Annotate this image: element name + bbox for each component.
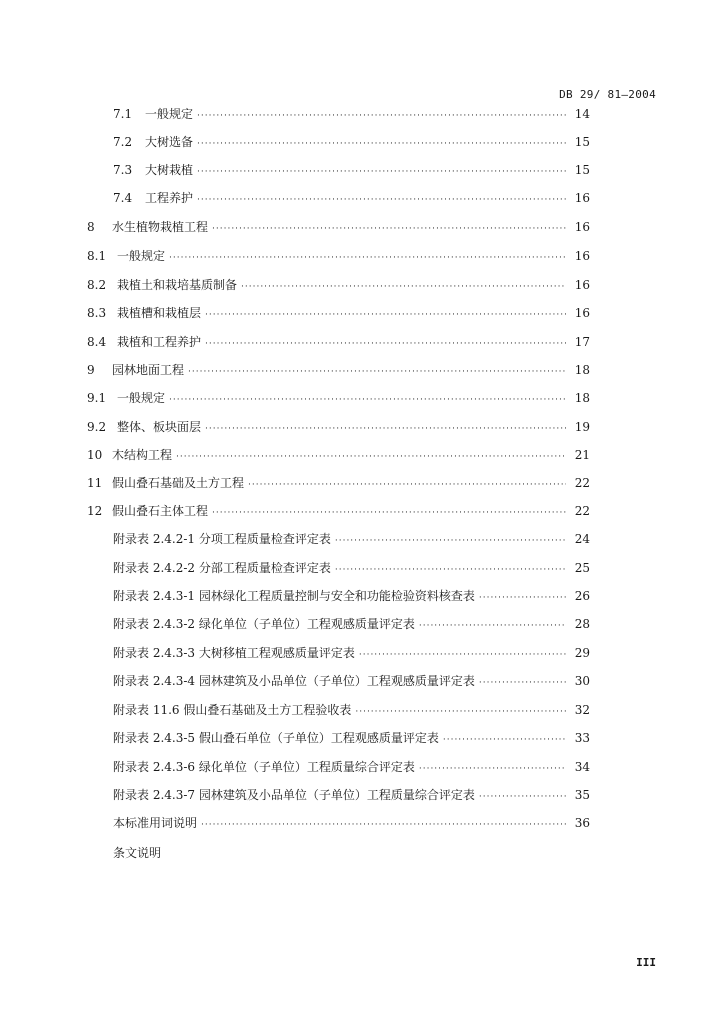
toc-entry-page: 36 — [574, 816, 590, 830]
toc-entry-number: 8.4 — [87, 335, 107, 349]
toc-entry-title: 一般规定 — [117, 391, 166, 405]
toc-entry-title: 附录表 2.4.3-4 园林建筑及小品单位（子单位）工程观感质量评定表 — [113, 674, 475, 688]
toc-entry-title: 整体、板块面层 — [117, 420, 202, 434]
toc-entry[interactable] — [113, 162, 590, 180]
toc-leader-dots — [248, 477, 566, 493]
toc-entry-page: 22 — [574, 476, 590, 490]
toc-entry[interactable] — [113, 560, 590, 578]
toc-entry-title: 假山叠石基础及土方工程 — [112, 476, 245, 490]
toc-entry-number: 11 — [87, 476, 103, 490]
toc-leader-dots — [479, 675, 566, 691]
toc-leader-dots — [419, 618, 566, 634]
toc-entry-number: 9 — [87, 363, 95, 377]
toc-entry-number: 12 — [87, 504, 103, 518]
toc-entry-page: 18 — [574, 391, 590, 405]
page-number: III — [636, 956, 656, 969]
toc-entry-title: 附录表 2.4.3-1 园林绿化工程质量控制与安全和功能检验资料核查表 — [113, 589, 475, 603]
toc-entry-page: 16 — [574, 249, 590, 263]
toc-entry-number: 10 — [87, 448, 103, 462]
toc-entry-title: 假山叠石主体工程 — [112, 504, 209, 518]
toc-entry-title: 大树栽植 — [145, 163, 194, 177]
toc-entry-page: 16 — [574, 306, 590, 320]
toc-entry-number: 8 — [87, 220, 95, 234]
toc-entry[interactable] — [113, 673, 590, 691]
toc-entry-title: 园林地面工程 — [112, 363, 185, 377]
toc-leader-dots — [443, 732, 566, 748]
toc-entry-number: 8.2 — [87, 278, 107, 292]
standard-code: DB 29/ 81—2004 — [559, 88, 656, 101]
toc-leader-dots — [212, 505, 566, 521]
toc-entry[interactable] — [87, 277, 590, 295]
toc-entry-number: 9.2 — [87, 420, 107, 434]
toc-entry-page: 16 — [574, 220, 590, 234]
toc-entry-number: 7.1 — [113, 107, 133, 121]
toc-leader-dots — [169, 392, 566, 408]
toc-entry-page: 24 — [574, 532, 590, 546]
toc-entry-page: 16 — [574, 278, 590, 292]
toc-entry-title: 附录表 2.4.3-6 绿化单位（子单位）工程质量综合评定表 — [113, 760, 415, 774]
toc-entry-title: 附录表 2.4.3-5 假山叠石单位（子单位）工程观感质量评定表 — [113, 731, 439, 745]
toc-entry-number: 7.3 — [113, 163, 133, 177]
toc-entry-title: 大树选备 — [145, 135, 194, 149]
toc-entry-page: 28 — [574, 617, 590, 631]
toc-entry[interactable] — [113, 190, 590, 208]
toc-leader-dots — [205, 421, 566, 437]
toc-leader-dots — [169, 250, 566, 266]
toc-entry-title: 条文说明 — [113, 846, 162, 860]
toc-entry-page: 16 — [574, 191, 590, 205]
toc-leader-dots — [479, 789, 566, 805]
toc-leader-dots — [241, 279, 566, 295]
toc-entry-page: 17 — [574, 335, 590, 349]
toc-entry-title: 附录表 2.4.2-1 分项工程质量检查评定表 — [113, 532, 331, 546]
toc-entry-title: 附录表 2.4.3-7 园林建筑及小品单位（子单位）工程质量综合评定表 — [113, 788, 475, 802]
toc-leader-dots — [355, 704, 566, 720]
toc-leader-dots — [188, 364, 566, 380]
toc-leader-dots — [335, 533, 566, 549]
toc-entry-page: 33 — [574, 731, 590, 745]
toc-entry[interactable] — [113, 815, 590, 833]
toc-leader-dots — [359, 647, 566, 663]
toc-entry[interactable] — [87, 503, 590, 521]
toc-entry-title: 木结构工程 — [112, 448, 173, 462]
toc-entry-title: 附录表 11.6 假山叠石基础及土方工程验收表 — [113, 703, 352, 717]
toc-entry[interactable] — [113, 759, 590, 777]
toc-leader-dots — [197, 192, 566, 208]
toc-leader-dots — [205, 336, 566, 352]
toc-entry-number: 8.1 — [87, 249, 107, 263]
toc-entry-number: 8.3 — [87, 306, 107, 320]
toc-entry-title: 工程养护 — [145, 191, 194, 205]
toc-entry-page: 19 — [574, 420, 590, 434]
toc-entry-page: 32 — [574, 703, 590, 717]
toc-entry[interactable] — [113, 531, 590, 549]
toc-entry[interactable] — [87, 248, 590, 266]
toc-entry[interactable] — [113, 106, 590, 124]
toc-entry-title: 本标准用词说明 — [113, 816, 198, 830]
toc-leader-dots — [201, 817, 566, 833]
toc-entry-page: 22 — [574, 504, 590, 518]
toc-leader-dots — [197, 108, 566, 124]
toc-entry[interactable] — [113, 787, 590, 805]
toc-entry[interactable] — [87, 447, 590, 465]
toc-entry[interactable] — [87, 334, 590, 352]
toc-leader-dots — [205, 307, 566, 323]
toc-entry-title: 附录表 2.4.3-3 大树移植工程观感质量评定表 — [113, 646, 355, 660]
toc-entry[interactable] — [113, 730, 590, 748]
toc-leader-dots — [335, 562, 566, 578]
toc-entry[interactable] — [113, 588, 590, 606]
toc-entry[interactable] — [113, 645, 590, 663]
toc-entry-page: 15 — [574, 163, 590, 177]
toc-entry-title: 栽植土和栽培基质制备 — [117, 278, 238, 292]
toc-entry-number: 9.1 — [87, 391, 107, 405]
toc-entry-title: 一般规定 — [117, 249, 166, 263]
toc-entry-page: 14 — [574, 107, 590, 121]
toc-entry-page: 25 — [574, 561, 590, 575]
toc-leader-dots — [176, 449, 566, 465]
toc-entry-page: 35 — [574, 788, 590, 802]
toc-entry-number: 7.4 — [113, 191, 133, 205]
toc-leader-dots — [197, 136, 566, 152]
toc-entry[interactable] — [87, 475, 590, 493]
toc-entry[interactable] — [87, 305, 590, 323]
toc-entry[interactable] — [87, 390, 590, 408]
toc-entry-title: 水生植物栽植工程 — [112, 220, 209, 234]
toc-entry-title: 栽植和工程养护 — [117, 335, 202, 349]
toc-entry[interactable] — [113, 702, 590, 720]
toc-leader-dots — [212, 221, 566, 237]
toc-leader-dots — [197, 164, 566, 180]
toc-entry-page: 18 — [574, 363, 590, 377]
toc-entry-page: 30 — [574, 674, 590, 688]
toc-entry-page: 15 — [574, 135, 590, 149]
toc-entry-page: 26 — [574, 589, 590, 603]
toc-entry-title: 一般规定 — [145, 107, 194, 121]
toc-entry-title: 栽植槽和栽植层 — [117, 306, 202, 320]
toc-entry-title: 附录表 2.4.2-2 分部工程质量检查评定表 — [113, 561, 331, 575]
toc-entry-number: 7.2 — [113, 135, 133, 149]
toc-entry[interactable] — [113, 134, 590, 152]
toc-entry-page: 21 — [574, 448, 590, 462]
toc-entry[interactable] — [87, 419, 590, 437]
toc-entry[interactable] — [87, 362, 590, 380]
toc-leader-dots — [419, 761, 566, 777]
toc-leader-dots — [479, 590, 566, 606]
toc-entry-page: 34 — [574, 760, 590, 774]
toc-entry-title: 附录表 2.4.3-2 绿化单位（子单位）工程观感质量评定表 — [113, 617, 415, 631]
toc-entry[interactable] — [113, 616, 590, 634]
toc-entry[interactable] — [113, 845, 570, 861]
toc-entry-page: 29 — [574, 646, 590, 660]
toc-entry[interactable] — [87, 219, 590, 237]
